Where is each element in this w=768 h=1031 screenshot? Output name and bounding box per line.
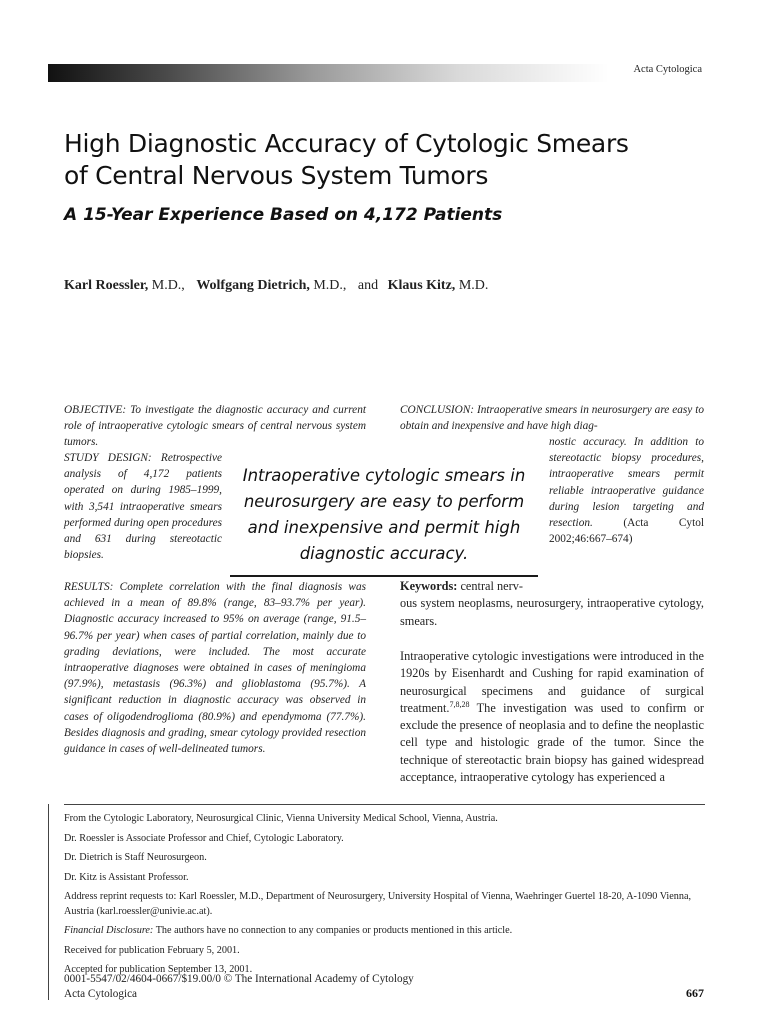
abstract-objective: OBJECTIVE: To investigate the diagnostic accuracy and current role of intraoperative cytologic smears of central nervous system tumors. xyxy=(64,404,366,449)
title-line-2: of Central Nervous System Tumors xyxy=(64,161,489,190)
reference-superscript: 7,8,28 xyxy=(449,699,470,709)
copyright-journal: Acta Cytologica xyxy=(64,988,138,1000)
title-line-1: High Diagnostic Accuracy of Cytologic Smears xyxy=(64,129,629,158)
author-degree: M.D. xyxy=(458,278,489,293)
pull-quote: Intraoperative cytologic smears in neurosurgery are easy to perform and inexpensive and permit high diagnostic accuracy. xyxy=(242,466,526,563)
disclosure-label: Financial Disclosure: xyxy=(64,925,154,936)
footnote-affiliation: From the Cytologic Laboratory, Neurosurgical Clinic, Vienna University Medical School, Vienna, Austria. xyxy=(64,813,498,824)
keywords-rest: ous system neoplasms, neurosurgery, intraoperative cytology, smears. xyxy=(400,596,704,628)
footnote-disclosure xyxy=(64,924,705,939)
pull-quote-rule xyxy=(230,575,538,577)
article-subtitle: A 15-Year Experience Based on 4,172 Patients xyxy=(64,205,503,225)
author-conjunction: and xyxy=(357,278,379,293)
abstract-conclusion-continued xyxy=(549,434,704,547)
footnote-accepted: Accepted for publication September 13, 2001. xyxy=(64,964,253,975)
article-title xyxy=(64,128,724,192)
running-header-journal: Acta Cytologica xyxy=(633,64,702,75)
intro-text-after: The investigation was used to confirm or exclude the presence of neoplasia and to define the neoplastic cell type and histologic grade of the tumor. Since the technique of stereotactic brain biopsy has gained widespread acceptance, intraoperative cytology has experienced a xyxy=(400,700,704,785)
abstract-study-design: STUDY DESIGN: Retrospective analysis of 4,172 patients operated on during 1985–1999, with 3,541 intraoperative smears performed during open procedures and 631 during stereotactic biopsies. xyxy=(64,452,222,562)
footnote-dietrich: Dr. Dietrich is Staff Neurosurgeon. xyxy=(64,852,207,863)
copyright-block xyxy=(64,972,414,1002)
footnotes xyxy=(64,812,705,983)
author-degree: M.D., xyxy=(151,278,185,293)
author-name: Wolfgang Dietrich, xyxy=(196,278,310,293)
author-name: Klaus Kitz, xyxy=(387,278,456,293)
keywords-first-line xyxy=(400,578,704,595)
footnote-received: Received for publication February 5, 2001. xyxy=(64,944,240,956)
keywords-first: central nerv- xyxy=(460,579,523,593)
page-number: 667 xyxy=(686,986,704,1000)
intro-text-before: Intraoperative cytologic investigations were introduced in the 1920s by Eisenhardt and Cushing for rapid examination of neurosurgical specimens and guidance of surgical treatment. xyxy=(400,649,704,715)
keywords-label: Keywords: xyxy=(400,579,458,593)
margin-rule xyxy=(48,804,49,1000)
abstract-conclusion-top: CONCLUSION: Intraoperative smears in neurosurgery are easy to obtain and inexpensive and have high diag- xyxy=(400,404,704,433)
disclosure-text: The authors have no connection to any companies or products mentioned in this article. xyxy=(153,925,513,936)
author-degree: M.D., xyxy=(313,278,347,293)
author-name: Karl Roessler, xyxy=(64,278,149,293)
abstract-conclusion-text: nostic accuracy. In addition to stereotactic biopsy procedures, intraoperative smears permit reliable intraoperative guidance during lesion targeting and resection. xyxy=(549,436,704,530)
footnote-kitz: Dr. Kitz is Assistant Professor. xyxy=(64,871,189,883)
abstract-citation: (Acta Cytol 2002;46:667–674) xyxy=(549,517,704,546)
keywords xyxy=(400,578,704,630)
introduction-paragraph xyxy=(400,648,704,786)
abstract-results: RESULTS: Complete correlation with the final diagnosis was achieved in a mean of 89.8% (range, 83–93.7% per year). Diagnostic accuracy increased to 95% on average (range, 91.5–96.7% per year) when cases of partial correlation, mainly due to grading deviations, were included. The most accurate intraoperative diagnoses were obtained in cases of meningioma (97.9%), metastasis (96.3%) and glioblastoma (95.7%). A significant reduction in diagnostic accuracy was observed in cases of oligodendroglioma (80.9%) and ependymoma (77.7%). Besides diagnosis and grading, smear cytology provided resection guidance in cases of well-delineated tumors. xyxy=(64,581,366,756)
copyright-line: 0001-5547/02/4604-0667/$19.00/0 © The International Academy of Cytology xyxy=(64,973,414,985)
header-gradient-bar xyxy=(48,64,708,82)
footnote-roessler: Dr. Roessler is Associate Professor and Chief, Cytologic Laboratory. xyxy=(64,832,344,844)
footnote-address: Address reprint requests to: Karl Roessler, M.D., Department of Neurosurgery, University Hospital of Vienna, Waehringer Guertel 18-20, A-1090 Vienna, Austria (karl.roessler@univie.ac.at). xyxy=(64,891,692,917)
footnote-rule xyxy=(64,804,705,805)
author-list xyxy=(64,278,488,294)
